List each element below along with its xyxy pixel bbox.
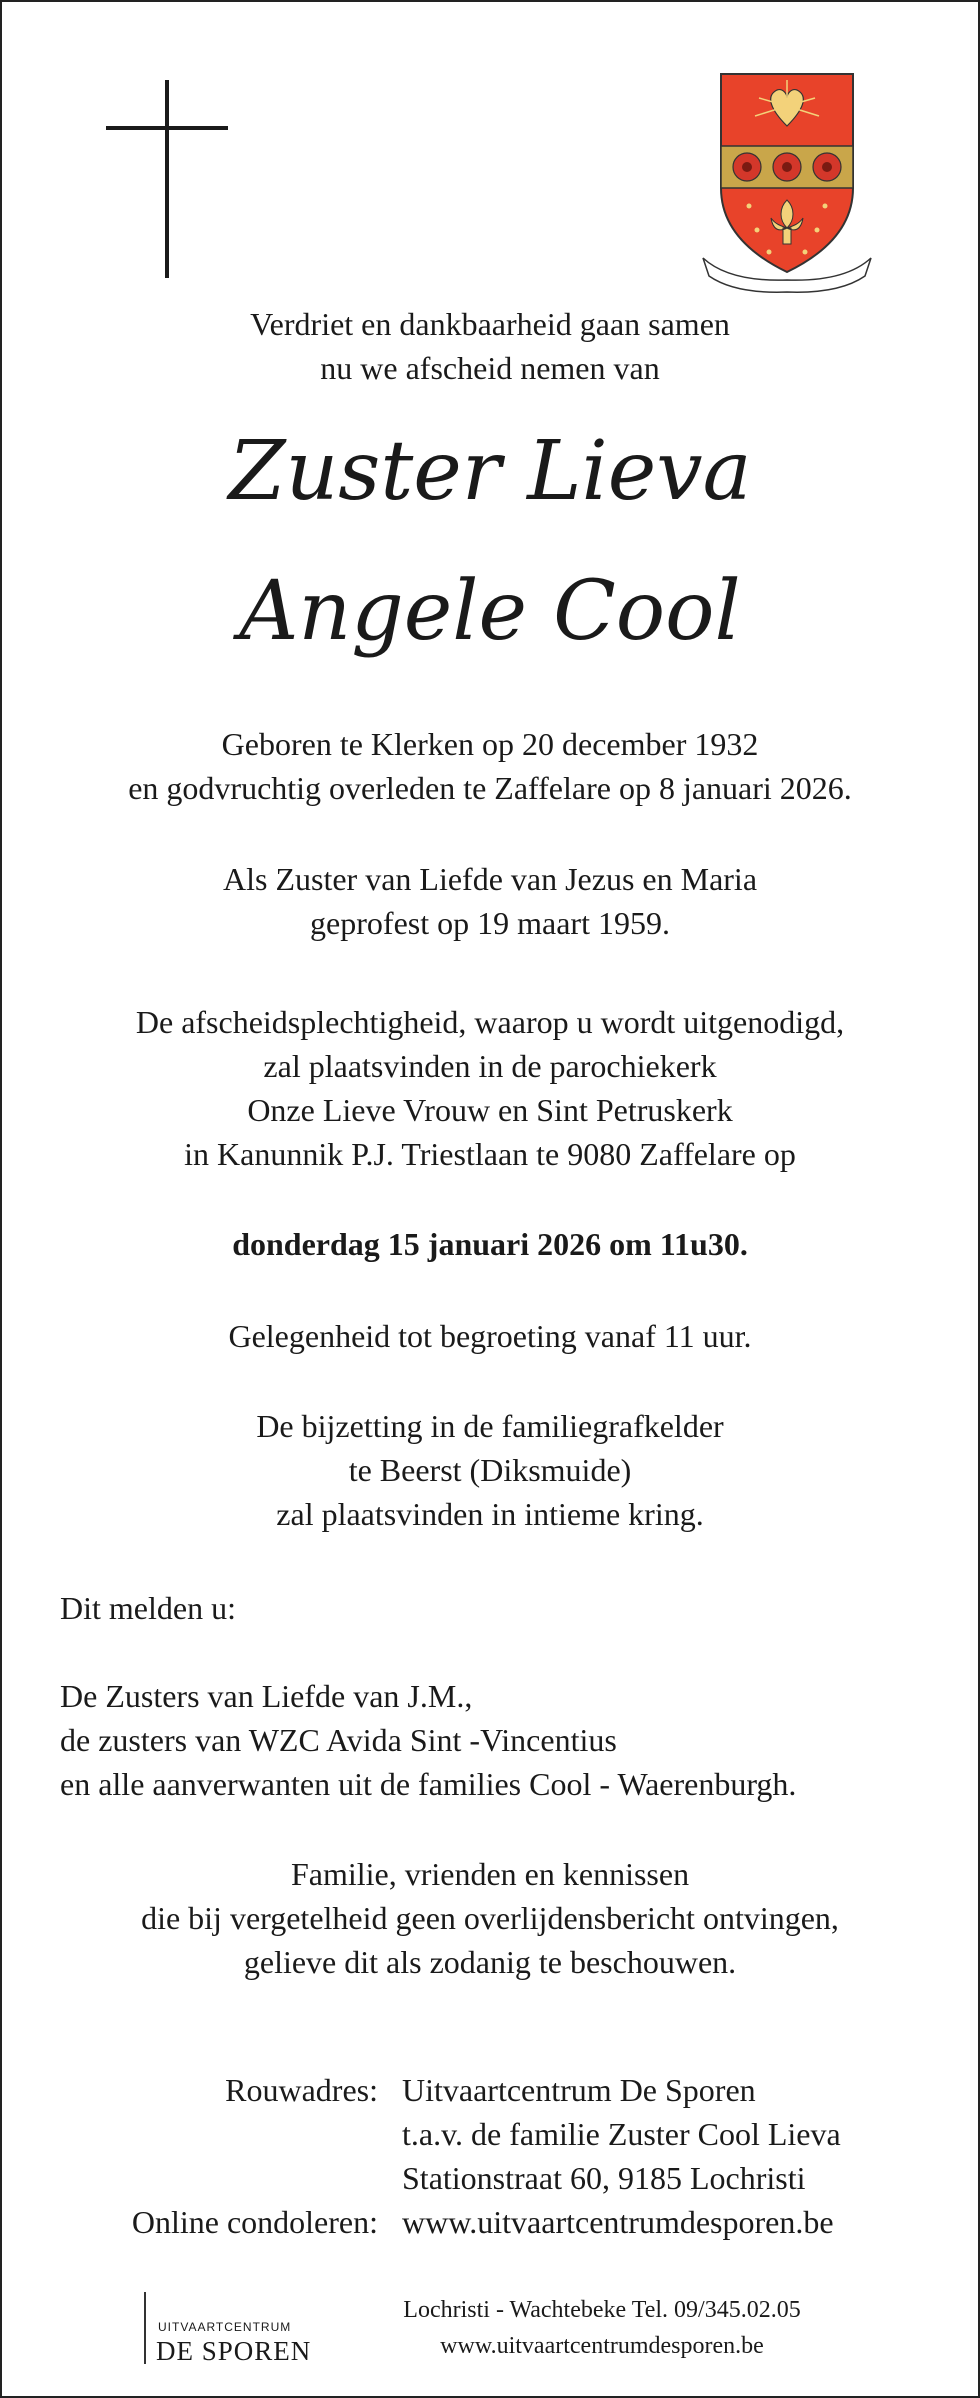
born-line: Geboren te Klerken op 20 december 1932 [221, 726, 759, 762]
burial-line: zal plaatsvinden in intieme kring. [276, 1496, 704, 1532]
sender-line: de zusters van WZC Avida Sint -Vincentius [60, 1722, 617, 1758]
footer-phone: Lochristi - Wachtebeke Tel. 09/345.02.05 [403, 2297, 801, 2323]
deceased-name-line2: Angele Cool [239, 564, 741, 659]
family-line: gelieve dit als zodanig te beschouwen. [243, 1944, 737, 1980]
address-label: Rouwadres: [225, 2072, 378, 2108]
footer-website[interactable]: www.uitvaartcentrumdesporen.be [440, 2333, 764, 2359]
footer-contact [352, 2292, 852, 2364]
coat-of-arms-icon [699, 68, 875, 296]
burial-text [2, 1404, 978, 1536]
profess-line: Als Zuster van Liefde van Jezus en Maria [222, 861, 758, 897]
intro-text [2, 302, 978, 390]
birth-death-text [2, 722, 978, 810]
deceased-name-line1: Zuster Lieva [228, 424, 752, 519]
address-block [2, 2068, 978, 2244]
online-condolence-label: Online condoleren: [131, 2204, 378, 2240]
family-line: Familie, vrienden en kennissen [290, 1856, 690, 1892]
cross-icon [106, 80, 228, 278]
born-line: en godvruchtig overleden te Zaffelare op 8 januari 2026. [128, 770, 852, 806]
intro-line: Verdriet en dankbaarheid gaan samen [250, 306, 730, 342]
ceremony-text [2, 1000, 978, 1176]
ceremony-line: in Kanunnik P.J. Triestlaan te 9080 Zaffelare op [184, 1136, 796, 1172]
profess-line: geprofest op 19 maart 1959. [310, 905, 670, 941]
address-line: Uitvaartcentrum De Sporen [402, 2072, 756, 2108]
logo-big-text: DE SPOREN [156, 2336, 312, 2366]
funeral-home-logo [142, 2290, 332, 2370]
profession-text [2, 857, 978, 945]
burial-line: te Beerst (Diksmuide) [348, 1452, 632, 1488]
ceremony-date: donderdag 15 januari 2026 om 11u30. [232, 1226, 748, 1262]
ceremony-line: De afscheidsplechtigheid, waarop u wordt uitgenodigd, [135, 1004, 845, 1040]
logo-small-text: UITVAARTCENTRUM [158, 2320, 292, 2334]
sender-line: en alle aanverwanten uit de families Cool - Waerenburgh. [60, 1766, 797, 1802]
footer [2, 2290, 978, 2370]
intro-line: nu we afscheid nemen van [320, 350, 660, 386]
greeting-text: Gelegenheid tot begroeting vanaf 11 uur. [228, 1318, 752, 1354]
senders-list [60, 1674, 796, 1806]
burial-line: De bijzetting in de familiegrafkelder [256, 1408, 724, 1444]
family-note [2, 1852, 978, 1984]
address-line: t.a.v. de familie Zuster Cool Lieva [402, 2116, 841, 2152]
announcement-label: Dit melden u: [60, 1590, 236, 1626]
family-line: die bij vergetelheid geen overlijdensbericht ontvingen, [141, 1900, 839, 1936]
ceremony-line: Onze Lieve Vrouw en Sint Petruskerk [247, 1092, 733, 1128]
online-condolence-link[interactable]: www.uitvaartcentrumdesporen.be [402, 2204, 834, 2240]
sender-line: De Zusters van Liefde van J.M., [60, 1678, 473, 1714]
address-line: Stationstraat 60, 9185 Lochristi [402, 2160, 806, 2196]
ceremony-line: zal plaatsvinden in de parochiekerk [263, 1048, 717, 1084]
